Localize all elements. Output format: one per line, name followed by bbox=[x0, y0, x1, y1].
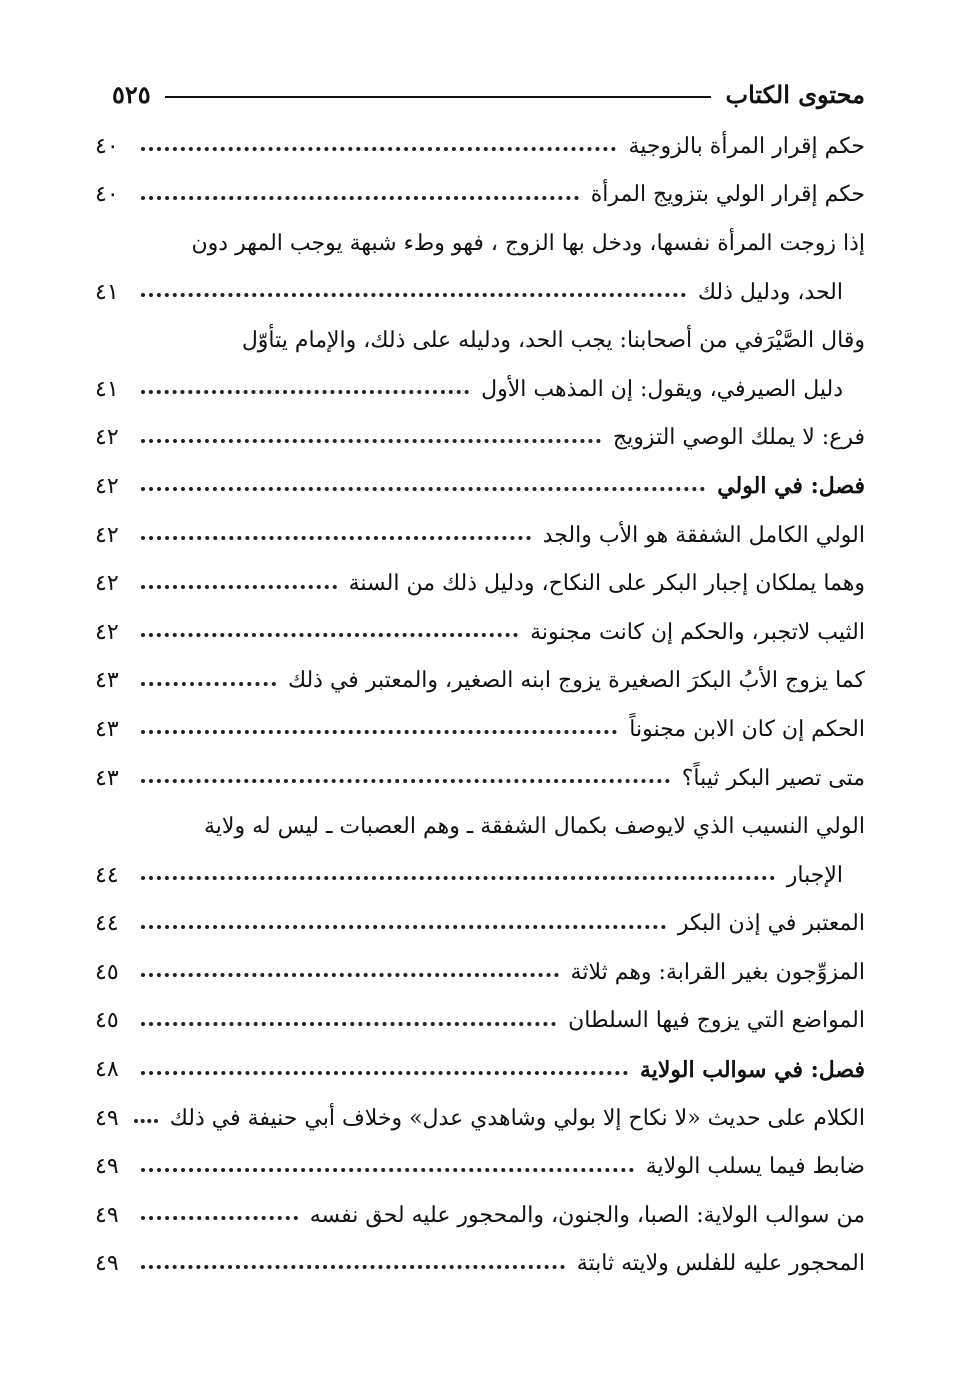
toc-entry bbox=[95, 997, 865, 1046]
dot-leader bbox=[141, 147, 616, 151]
dot-leader bbox=[141, 585, 337, 589]
dot-leader bbox=[141, 1168, 634, 1172]
dot-leader bbox=[141, 196, 579, 200]
page-number: ٥٢٥ bbox=[112, 79, 151, 109]
toc-page-number: ٤٣ bbox=[95, 716, 119, 742]
toc-page-number: ٤١ bbox=[95, 279, 119, 305]
dot-leader bbox=[141, 390, 469, 394]
toc-page-number: ٤٢ bbox=[95, 522, 119, 548]
toc-page-number: ٤٢ bbox=[95, 619, 119, 645]
toc-page-number: ٤٤ bbox=[95, 862, 119, 888]
dot-leader bbox=[141, 536, 531, 540]
toc-entry-text: فصل: في الولي bbox=[717, 473, 865, 500]
dot-leader bbox=[141, 293, 686, 297]
toc-entry-text: فرع: لا يملك الوصي التزويج bbox=[612, 425, 865, 451]
dot-leader bbox=[141, 973, 559, 977]
toc-page-number: ٤٠ bbox=[95, 182, 119, 208]
dot-leader bbox=[141, 633, 518, 637]
toc-page-number: ٤٢ bbox=[95, 425, 119, 451]
toc-page-number: ٤٨ bbox=[95, 1057, 119, 1083]
toc-page-number: ٤٣ bbox=[95, 765, 119, 791]
toc-entry bbox=[95, 171, 865, 220]
toc-page-number: ٤٩ bbox=[95, 1154, 119, 1180]
toc-entry-text: كما يزوج الأبُ البكرَ الصغيرة يزوج ابنه الصغير، والمعتبر في ذلك bbox=[287, 668, 865, 694]
toc-entry-text: المواضع التي يزوج فيها السلطان bbox=[568, 1008, 865, 1034]
toc-entry bbox=[95, 802, 865, 899]
running-header bbox=[112, 72, 865, 116]
toc-page-number: ٤٢ bbox=[95, 473, 119, 499]
toc-page-number: ٤٣ bbox=[95, 668, 119, 694]
toc-entry-text: وهما يملكان إجبار البكر على النكاح، ودليل ذلك من السنة bbox=[348, 571, 865, 597]
chapter-title: محتوى الكتاب bbox=[725, 79, 865, 109]
toc-entry-text: المعتبر في إذن البكر bbox=[677, 911, 865, 937]
toc-entry-text: فصل: في سوالب الولاية bbox=[639, 1056, 865, 1083]
dot-leader bbox=[141, 876, 775, 880]
toc-entry-text: المزوِّجون بغير القرابة: وهم ثلاثة bbox=[570, 959, 865, 985]
toc-entry bbox=[95, 219, 865, 316]
dot-leader bbox=[141, 1265, 565, 1269]
dot-leader bbox=[141, 1071, 628, 1075]
toc-entry-text: الإجبار bbox=[786, 862, 843, 888]
dot-leader bbox=[141, 1216, 298, 1220]
toc-entry bbox=[95, 1191, 865, 1240]
header-rule bbox=[165, 96, 712, 98]
toc-entry bbox=[95, 414, 865, 463]
toc-entry-text: الحكم إن كان الابن مجنوناً bbox=[629, 716, 865, 742]
dot-leader bbox=[141, 1022, 556, 1026]
toc-page-number: ٤٠ bbox=[95, 133, 119, 159]
toc-entry bbox=[95, 1045, 865, 1094]
toc-entry-text: دليل الصيرفي، ويقول: إن المذهب الأول bbox=[481, 376, 843, 402]
toc-entry-text: الثيب لاتجبر، والحكم إن كانت مجنونة bbox=[530, 619, 865, 645]
dot-leader bbox=[141, 682, 276, 686]
toc-page-number: ٤٩ bbox=[95, 1251, 119, 1277]
toc-entry-text: الولي النسيب الذي لايوصف بكمال الشفقة ـ وهم العصبات ـ ليس له ولاية bbox=[204, 814, 865, 840]
toc-entry-text: الولي الكامل الشفقة هو الأب والجد bbox=[542, 522, 865, 548]
toc-entry bbox=[95, 462, 865, 511]
toc-entry-text: الكلام على حديث «لا نكاح إلا بولي وشاهدي عدل» وخلاف أبي حنيفة في ذلك bbox=[169, 1105, 865, 1131]
toc-entry bbox=[95, 900, 865, 949]
toc-entry-text: المحجور عليه للفلس ولايته ثابتة bbox=[576, 1251, 865, 1277]
toc-page-number: ٤٩ bbox=[95, 1202, 119, 1228]
toc-entry bbox=[95, 608, 865, 657]
toc-entry-text: متى تصير البكر ثيباً؟ bbox=[681, 765, 865, 791]
toc-page-number: ٤١ bbox=[95, 376, 119, 402]
dot-leader bbox=[141, 487, 705, 491]
toc-entry-text: الحد، ودليل ذلك bbox=[697, 279, 843, 305]
toc-entry bbox=[95, 122, 865, 171]
dot-leader bbox=[141, 779, 670, 783]
toc-entry bbox=[95, 511, 865, 560]
dot-leader bbox=[141, 730, 617, 734]
dot-leader bbox=[134, 1119, 158, 1123]
toc-page-number: ٤٢ bbox=[95, 571, 119, 597]
toc-entry-text: وقال الصَّيْرَفي من أصحابنا: يجب الحد، ودليله على ذلك، والإمام يتأوّل bbox=[241, 328, 865, 354]
toc-entry bbox=[95, 657, 865, 706]
toc-entry-text: ضابط فيما يسلب الولاية bbox=[645, 1154, 865, 1180]
toc-entry-text: من سوالب الولاية: الصبا، والجنون، والمحجور عليه لحق نفسه bbox=[309, 1202, 865, 1228]
toc-entry bbox=[95, 1094, 865, 1143]
table-of-contents bbox=[95, 122, 865, 1288]
toc-entry bbox=[95, 705, 865, 754]
toc-entry bbox=[95, 559, 865, 608]
toc-entry bbox=[95, 754, 865, 803]
dot-leader bbox=[141, 439, 601, 443]
dot-leader bbox=[141, 925, 666, 929]
toc-entry-text: حكم إقرار المرأة بالزوجية bbox=[628, 133, 865, 159]
toc-entry bbox=[95, 948, 865, 997]
toc-entry bbox=[95, 316, 865, 413]
toc-entry bbox=[95, 1240, 865, 1289]
toc-entry-text: حكم إقرار الولي بتزويج المرأة bbox=[590, 182, 865, 208]
toc-entry bbox=[95, 1142, 865, 1191]
toc-page-number: ٤٥ bbox=[95, 1008, 119, 1034]
toc-page-number: ٤٩ bbox=[95, 1105, 119, 1131]
toc-entry-text: إذا زوجت المرأة نفسها، ودخل بها الزوج ، فهو وطء شبهة يوجب المهر دون bbox=[191, 230, 865, 256]
toc-page-number: ٤٤ bbox=[95, 911, 119, 937]
toc-page-number: ٤٥ bbox=[95, 959, 119, 985]
